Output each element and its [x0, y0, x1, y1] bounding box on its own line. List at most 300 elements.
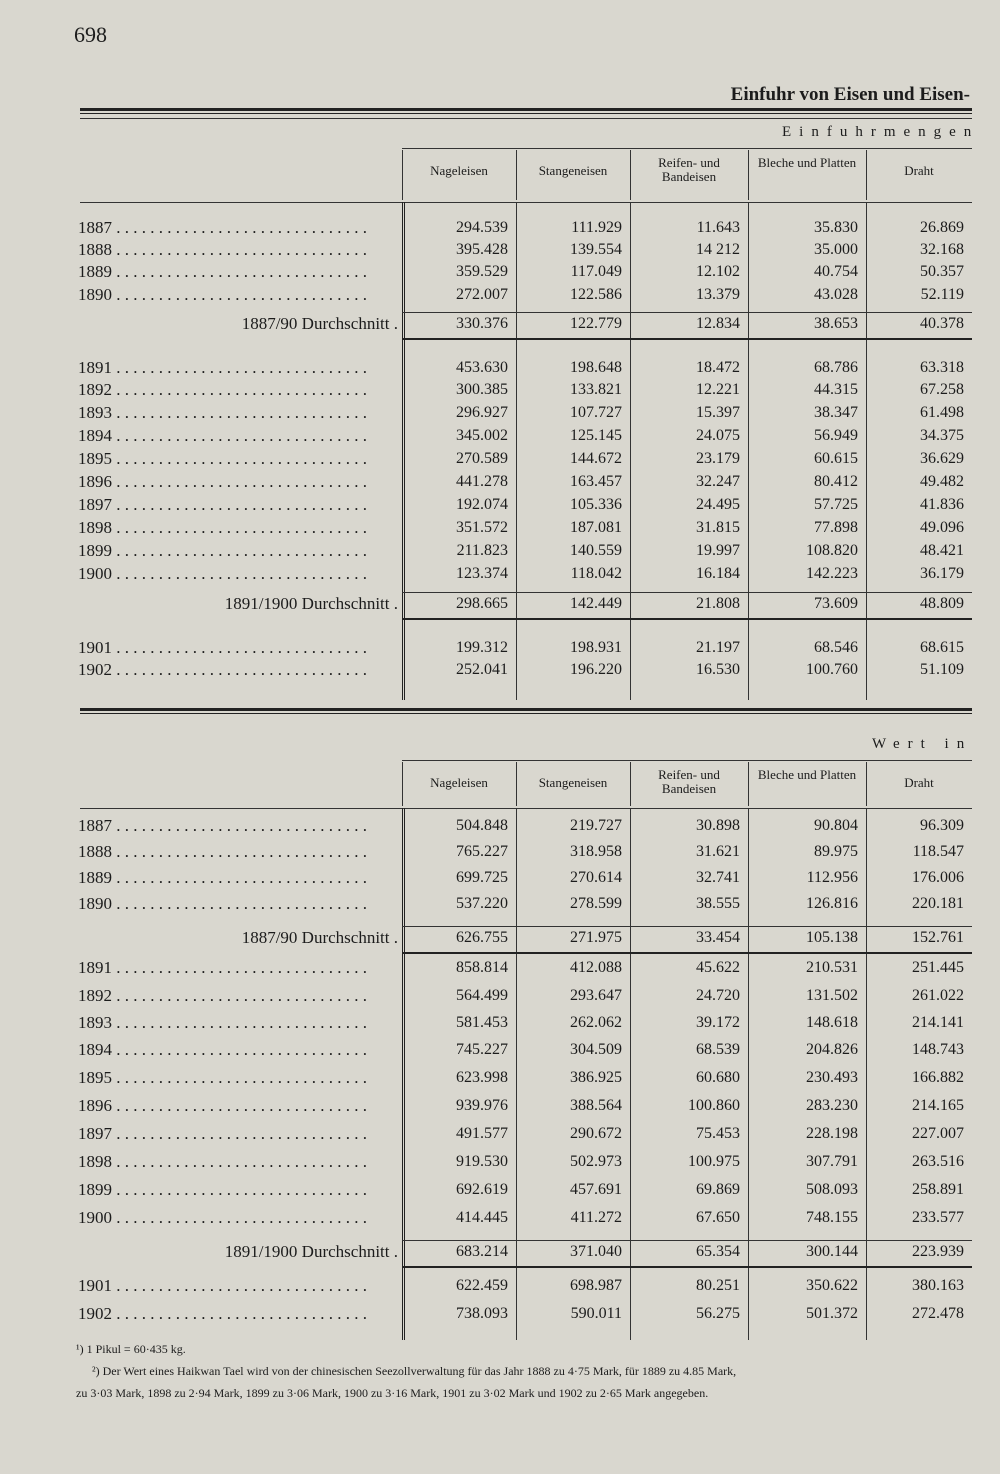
cell-value: 508.093	[806, 1181, 858, 1198]
year-text: 1900	[78, 564, 112, 583]
cell-value: 68.539	[696, 1041, 740, 1058]
year-text: 1890	[78, 894, 112, 913]
cell-value: 502.973	[570, 1153, 622, 1170]
cell-value: 32.247	[696, 473, 740, 490]
column-divider	[748, 202, 749, 700]
cell-value: 263.516	[912, 1153, 964, 1170]
cell-value: 283.230	[806, 1097, 858, 1114]
cell-value: 77.898	[814, 519, 858, 536]
year-text: 1899	[78, 541, 112, 560]
year-label: 1897 . . . . . . . . . . . . . . . . . . . . . . . . . . . . . .	[78, 1124, 367, 1143]
column-divider	[516, 202, 517, 700]
cell-value: 294.539	[456, 219, 508, 236]
cell-value: 504.848	[456, 817, 508, 834]
cell-value: 738.093	[456, 1305, 508, 1322]
cell-value: 293.647	[570, 987, 622, 1004]
year-label: 1902 . . . . . . . . . . . . . . . . . . . . . . . . . . . . . .	[78, 660, 367, 679]
year-label: 1889 . . . . . . . . . . . . . . . . . . . . . . . . . . . . . .	[78, 262, 367, 281]
year-text: 1888	[78, 842, 112, 861]
cell-value: 18.472	[696, 359, 740, 376]
cell-value: 748.155	[806, 1209, 858, 1226]
cell-value: 13.379	[696, 286, 740, 303]
cell-value: 304.509	[570, 1041, 622, 1058]
cell-value: 126.816	[806, 895, 858, 912]
cell-value: 414.445	[456, 1209, 508, 1226]
cell-value: 388.564	[570, 1097, 622, 1114]
column-header-0: Nageleisen	[430, 775, 488, 790]
cell-value: 12.102	[696, 263, 740, 280]
cell-value: 36.629	[920, 450, 964, 467]
cell-value: 49.096	[920, 519, 964, 536]
cell-value: 123.374	[456, 565, 508, 582]
cell-value: 765.227	[456, 843, 508, 860]
cell-value: 692.619	[456, 1181, 508, 1198]
average-rule-top	[402, 926, 972, 927]
year-text: 1898	[78, 1152, 112, 1171]
cell-value: 89.975	[814, 843, 858, 860]
cell-value: 67.650	[696, 1209, 740, 1226]
year-label: 1897 . . . . . . . . . . . . . . . . . . . . . . . . . . . . . .	[78, 495, 367, 514]
cell-value: 39.172	[696, 1014, 740, 1031]
year-text: 1893	[78, 1013, 112, 1032]
cell-value: 192.074	[456, 496, 508, 513]
average-rule-bottom	[402, 618, 972, 620]
footnote-3: zu 3·03 Mark, 1898 zu 2·94 Mark, 1899 zu 3·06 Mark, 1900 zu 3·16 Mark, 1901 zu 3·02 Mark und 1902 zu 2·65 Mark angegeben.	[76, 1386, 709, 1400]
cell-value: 15.397	[696, 404, 740, 421]
middle-rule	[80, 708, 972, 714]
cell-value: 133.821	[570, 381, 622, 398]
cell-value: 43.028	[814, 286, 858, 303]
cell-value: 501.372	[806, 1305, 858, 1322]
cell-value: 33.454	[696, 929, 740, 946]
year-label: 1893 . . . . . . . . . . . . . . . . . . . . . . . . . . . . . .	[78, 403, 367, 422]
column-header-2: Reifen- und Bandeisen	[658, 155, 720, 184]
header-divider	[866, 762, 867, 806]
header-divider	[516, 762, 517, 806]
column-divider	[630, 808, 631, 1340]
cell-value: 411.272	[570, 1209, 622, 1226]
year-text: 1901	[78, 638, 112, 657]
cell-value: 271.975	[570, 929, 622, 946]
cell-value: 252.041	[456, 661, 508, 678]
cell-value: 57.725	[814, 496, 858, 513]
year-text: 1897	[78, 1124, 112, 1143]
cell-value: 698.987	[570, 1277, 622, 1294]
cell-value: 939.976	[456, 1097, 508, 1114]
column-header-4: Draht	[904, 775, 934, 790]
year-text: 1893	[78, 403, 112, 422]
cell-value: 125.145	[570, 427, 622, 444]
column-header-1: Stangeneisen	[538, 163, 608, 178]
cell-value: 380.163	[912, 1277, 964, 1294]
cell-value: 112.956	[806, 869, 858, 886]
year-text: 1891	[78, 958, 112, 977]
cell-value: 290.672	[570, 1125, 622, 1142]
cell-value: 122.586	[570, 286, 622, 303]
cell-value: 296.927	[456, 404, 508, 421]
cell-value: 278.599	[570, 895, 622, 912]
cell-value: 24.075	[696, 427, 740, 444]
cell-value: 214.141	[912, 1014, 964, 1031]
cell-value: 63.318	[920, 359, 964, 376]
footnote-2: ²) Der Wert eines Haikwan Tael wird von der chinesischen Seezollverwaltung für das Jahr 1888 zu 4·75 Mark, für 1889 zu 4.85 Mark,	[92, 1364, 737, 1378]
cell-value: 60.680	[696, 1069, 740, 1086]
cell-value: 108.820	[806, 542, 858, 559]
year-label: 1892 . . . . . . . . . . . . . . . . . . . . . . . . . . . . . .	[78, 986, 367, 1005]
cell-value: 69.869	[696, 1181, 740, 1198]
cell-value: 581.453	[456, 1014, 508, 1031]
cell-value: 140.559	[570, 542, 622, 559]
year-text: 1892	[78, 380, 112, 399]
year-label: 1898 . . . . . . . . . . . . . . . . . . . . . . . . . . . . . .	[78, 518, 367, 537]
average-rule-bottom	[402, 1266, 972, 1268]
cell-value: 148.743	[912, 1041, 964, 1058]
column-header-3: Bleche und Platten	[757, 767, 857, 782]
cell-value: 117.049	[570, 263, 622, 280]
cell-value: 395.428	[456, 241, 508, 258]
cell-value: 75.453	[696, 1125, 740, 1142]
cell-value: 152.761	[912, 929, 964, 946]
year-text: 1902	[78, 660, 112, 679]
year-label: 1890 . . . . . . . . . . . . . . . . . . . . . . . . . . . . . .	[78, 285, 367, 304]
cell-value: 272.478	[912, 1305, 964, 1322]
cell-value: 590.011	[570, 1305, 622, 1322]
cell-value: 31.815	[696, 519, 740, 536]
section2-heading: Wert in	[872, 736, 973, 752]
cell-value: 68.786	[814, 359, 858, 376]
year-label: 1896 . . . . . . . . . . . . . . . . . . . . . . . . . . . . . .	[78, 1096, 367, 1115]
section2-heading-rule	[402, 760, 972, 761]
column-header-2: Reifen- und Bandeisen	[658, 767, 720, 796]
cell-value: 41.836	[920, 496, 964, 513]
cell-value: 219.727	[570, 817, 622, 834]
year-text: 1887	[78, 816, 112, 835]
cell-value: 38.555	[696, 895, 740, 912]
cell-value: 144.672	[570, 450, 622, 467]
cell-value: 210.531	[806, 959, 858, 976]
column-divider	[630, 202, 631, 700]
section2-col-rule	[80, 808, 972, 809]
year-label: 1901 . . . . . . . . . . . . . . . . . . . . . . . . . . . . . .	[78, 638, 367, 657]
year-label: 1892 . . . . . . . . . . . . . . . . . . . . . . . . . . . . . .	[78, 380, 367, 399]
cell-value: 45.622	[696, 959, 740, 976]
header-divider	[748, 150, 749, 200]
cell-value: 38.653	[814, 315, 858, 332]
column-header-4: Draht	[904, 163, 934, 178]
page-number: 698	[74, 22, 107, 47]
year-label: 1891 . . . . . . . . . . . . . . . . . . . . . . . . . . . . . .	[78, 358, 367, 377]
year-label: 1899 . . . . . . . . . . . . . . . . . . . . . . . . . . . . . .	[78, 1180, 367, 1199]
cell-value: 166.882	[912, 1069, 964, 1086]
cell-value: 858.814	[456, 959, 508, 976]
cell-value: 298.665	[456, 595, 508, 612]
column-header-3: Bleche und Platten	[757, 155, 857, 170]
cell-value: 118.547	[912, 843, 964, 860]
cell-value: 350.622	[806, 1277, 858, 1294]
cell-value: 176.006	[912, 869, 964, 886]
cell-value: 223.939	[912, 1243, 964, 1260]
cell-value: 73.609	[814, 595, 858, 612]
cell-value: 30.898	[696, 817, 740, 834]
cell-value: 48.421	[920, 542, 964, 559]
year-label: 1895 . . . . . . . . . . . . . . . . . . . . . . . . . . . . . .	[78, 449, 367, 468]
cell-value: 491.577	[456, 1125, 508, 1142]
cell-value: 371.040	[570, 1243, 622, 1260]
header-rule-1	[80, 118, 972, 119]
cell-value: 148.618	[806, 1014, 858, 1031]
year-label: 1899 . . . . . . . . . . . . . . . . . . . . . . . . . . . . . .	[78, 541, 367, 560]
year-text: 1894	[78, 1040, 112, 1059]
year-text: 1894	[78, 426, 112, 445]
cell-value: 300.385	[456, 381, 508, 398]
cell-value: 100.975	[688, 1153, 740, 1170]
year-label: 1889 . . . . . . . . . . . . . . . . . . . . . . . . . . . . . .	[78, 868, 367, 887]
cell-value: 19.997	[696, 542, 740, 559]
cell-value: 453.630	[456, 359, 508, 376]
year-text: 1891	[78, 358, 112, 377]
cell-value: 48.809	[920, 595, 964, 612]
year-label: 1887 . . . . . . . . . . . . . . . . . . . . . . . . . . . . . .	[78, 218, 367, 237]
cell-value: 230.493	[806, 1069, 858, 1086]
cell-value: 26.869	[920, 219, 964, 236]
cell-value: 261.022	[912, 987, 964, 1004]
year-label: 1901 . . . . . . . . . . . . . . . . . . . . . . . . . . . . . .	[78, 1276, 367, 1295]
cell-value: 412.088	[570, 959, 622, 976]
cell-value: 386.925	[570, 1069, 622, 1086]
year-label: 1902 . . . . . . . . . . . . . . . . . . . . . . . . . . . . . .	[78, 1304, 367, 1323]
year-label: 1893 . . . . . . . . . . . . . . . . . . . . . . . . . . . . . .	[78, 1013, 367, 1032]
cell-value: 227.007	[912, 1125, 964, 1142]
year-text: 1896	[78, 472, 112, 491]
cell-value: 65.354	[696, 1243, 740, 1260]
header-divider	[748, 762, 749, 806]
average-rule-top	[402, 1240, 972, 1241]
cell-value: 35.830	[814, 219, 858, 236]
year-label: 1888 . . . . . . . . . . . . . . . . . . . . . . . . . . . . . .	[78, 842, 367, 861]
header-divider	[516, 150, 517, 200]
cell-value: 457.691	[570, 1181, 622, 1198]
cell-value: 441.278	[456, 473, 508, 490]
cell-value: 626.755	[456, 929, 508, 946]
header-left-divider	[402, 150, 403, 200]
cell-value: 34.375	[920, 427, 964, 444]
cell-value: 31.621	[696, 843, 740, 860]
cell-value: 198.931	[570, 639, 622, 656]
cell-value: 23.179	[696, 450, 740, 467]
cell-value: 24.720	[696, 987, 740, 1004]
year-text: 1902	[78, 1304, 112, 1323]
cell-value: 251.445	[912, 959, 964, 976]
cell-value: 211.823	[456, 542, 508, 559]
cell-value: 32.168	[920, 241, 964, 258]
cell-value: 699.725	[456, 869, 508, 886]
cell-value: 111.929	[571, 219, 622, 236]
cell-value: 105.138	[806, 929, 858, 946]
average-rule-bottom	[402, 338, 972, 340]
cell-value: 60.615	[814, 450, 858, 467]
cell-value: 220.181	[912, 895, 964, 912]
section1-heading-rule	[402, 148, 972, 149]
year-text: 1892	[78, 986, 112, 1005]
year-label: 1900 . . . . . . . . . . . . . . . . . . . . . . . . . . . . . .	[78, 564, 367, 583]
cell-value: 21.197	[696, 639, 740, 656]
cell-value: 16.184	[696, 565, 740, 582]
year-text: 1896	[78, 1096, 112, 1115]
year-label: 1898 . . . . . . . . . . . . . . . . . . . . . . . . . . . . . .	[78, 1152, 367, 1171]
header-divider	[866, 150, 867, 200]
cell-value: 40.378	[920, 315, 964, 332]
column-divider	[402, 202, 405, 700]
cell-value: 35.000	[814, 241, 858, 258]
cell-value: 258.891	[912, 1181, 964, 1198]
cell-value: 38.347	[814, 404, 858, 421]
section1-col-rule	[80, 202, 972, 203]
cell-value: 32.741	[696, 869, 740, 886]
cell-value: 919.530	[456, 1153, 508, 1170]
cell-value: 683.214	[456, 1243, 508, 1260]
cell-value: 90.804	[814, 817, 858, 834]
header-left-divider	[402, 762, 403, 806]
cell-value: 142.223	[806, 565, 858, 582]
year-text: 1889	[78, 868, 112, 887]
cell-value: 142.449	[570, 595, 622, 612]
year-text: 1897	[78, 495, 112, 514]
year-text: 1895	[78, 1068, 112, 1087]
section1-heading: Einfuhrmengen	[782, 124, 980, 140]
cell-value: 270.614	[570, 869, 622, 886]
year-label: 1900 . . . . . . . . . . . . . . . . . . . . . . . . . . . . . .	[78, 1208, 367, 1227]
year-text: 1899	[78, 1180, 112, 1199]
cell-value: 50.357	[920, 263, 964, 280]
year-text: 1890	[78, 285, 112, 304]
cell-value: 36.179	[920, 565, 964, 582]
column-divider	[866, 808, 867, 1340]
cell-value: 14 212	[696, 241, 740, 258]
cell-value: 96.309	[920, 817, 964, 834]
year-text: 1887	[78, 218, 112, 237]
cell-value: 40.754	[814, 263, 858, 280]
cell-value: 56.275	[696, 1305, 740, 1322]
year-label: 1894 . . . . . . . . . . . . . . . . . . . . . . . . . . . . . .	[78, 426, 367, 445]
cell-value: 351.572	[456, 519, 508, 536]
footnote-1: ¹) 1 Pikul = 60·435 kg.	[76, 1342, 186, 1356]
column-header-0: Nageleisen	[430, 163, 488, 178]
cell-value: 80.412	[814, 473, 858, 490]
cell-value: 270.589	[456, 450, 508, 467]
cell-value: 24.495	[696, 496, 740, 513]
cell-value: 44.315	[814, 381, 858, 398]
cell-value: 745.227	[456, 1041, 508, 1058]
cell-value: 199.312	[456, 639, 508, 656]
cell-value: 68.615	[920, 639, 964, 656]
cell-value: 307.791	[806, 1153, 858, 1170]
top-rule	[80, 108, 972, 114]
cell-value: 131.502	[806, 987, 858, 1004]
year-text: 1888	[78, 240, 112, 259]
average-rule-top	[402, 592, 972, 593]
column-divider	[748, 808, 749, 1340]
cell-value: 12.221	[696, 381, 740, 398]
average-row-label: 1887/90 Durchschnitt .	[241, 928, 398, 947]
cell-value: 100.760	[806, 661, 858, 678]
cell-value: 196.220	[570, 661, 622, 678]
cell-value: 187.081	[570, 519, 622, 536]
cell-value: 21.808	[696, 595, 740, 612]
year-label: 1887 . . . . . . . . . . . . . . . . . . . . . . . . . . . . . .	[78, 816, 367, 835]
cell-value: 105.336	[570, 496, 622, 513]
header-divider	[630, 762, 631, 806]
header-divider	[630, 150, 631, 200]
cell-value: 61.498	[920, 404, 964, 421]
column-divider	[866, 202, 867, 700]
average-row-label: 1891/1900 Durchschnitt .	[224, 594, 398, 613]
cell-value: 139.554	[570, 241, 622, 258]
year-text: 1901	[78, 1276, 112, 1295]
cell-value: 214.165	[912, 1097, 964, 1114]
column-divider	[516, 808, 517, 1340]
year-text: 1900	[78, 1208, 112, 1227]
cell-value: 564.499	[456, 987, 508, 1004]
cell-value: 12.834	[696, 315, 740, 332]
cell-value: 272.007	[456, 286, 508, 303]
cell-value: 330.376	[456, 315, 508, 332]
cell-value: 345.002	[456, 427, 508, 444]
cell-value: 100.860	[688, 1097, 740, 1114]
average-row-label: 1887/90 Durchschnitt .	[241, 314, 398, 333]
cell-value: 49.482	[920, 473, 964, 490]
average-rule-top	[402, 312, 972, 313]
cell-value: 233.577	[912, 1209, 964, 1226]
year-text: 1889	[78, 262, 112, 281]
cell-value: 67.258	[920, 381, 964, 398]
cell-value: 52.119	[920, 286, 964, 303]
cell-value: 11.643	[696, 219, 740, 236]
year-label: 1895 . . . . . . . . . . . . . . . . . . . . . . . . . . . . . .	[78, 1068, 367, 1087]
year-label: 1891 . . . . . . . . . . . . . . . . . . . . . . . . . . . . . .	[78, 958, 367, 977]
cell-value: 300.144	[806, 1243, 858, 1260]
cell-value: 51.109	[920, 661, 964, 678]
year-label: 1896 . . . . . . . . . . . . . . . . . . . . . . . . . . . . . .	[78, 472, 367, 491]
year-label: 1888 . . . . . . . . . . . . . . . . . . . . . . . . . . . . . .	[78, 240, 367, 259]
average-row-label: 1891/1900 Durchschnitt .	[224, 1242, 398, 1261]
cell-value: 163.457	[570, 473, 622, 490]
cell-value: 204.826	[806, 1041, 858, 1058]
cell-value: 198.648	[570, 359, 622, 376]
year-text: 1898	[78, 518, 112, 537]
year-label: 1890 . . . . . . . . . . . . . . . . . . . . . . . . . . . . . .	[78, 894, 367, 913]
cell-value: 622.459	[456, 1277, 508, 1294]
average-rule-bottom	[402, 952, 972, 954]
cell-value: 68.546	[814, 639, 858, 656]
column-header-1: Stangeneisen	[538, 775, 608, 790]
cell-value: 107.727	[570, 404, 622, 421]
running-title: Einfuhr von Eisen und Eisen-	[730, 84, 970, 105]
cell-value: 122.779	[570, 315, 622, 332]
cell-value: 228.198	[806, 1125, 858, 1142]
cell-value: 318.958	[570, 843, 622, 860]
column-divider	[402, 808, 405, 1340]
year-text: 1895	[78, 449, 112, 468]
cell-value: 623.998	[456, 1069, 508, 1086]
cell-value: 56.949	[814, 427, 858, 444]
cell-value: 262.062	[570, 1014, 622, 1031]
year-label: 1894 . . . . . . . . . . . . . . . . . . . . . . . . . . . . . .	[78, 1040, 367, 1059]
cell-value: 359.529	[456, 263, 508, 280]
cell-value: 16.530	[696, 661, 740, 678]
cell-value: 537.220	[456, 895, 508, 912]
cell-value: 118.042	[570, 565, 622, 582]
cell-value: 80.251	[696, 1277, 740, 1294]
